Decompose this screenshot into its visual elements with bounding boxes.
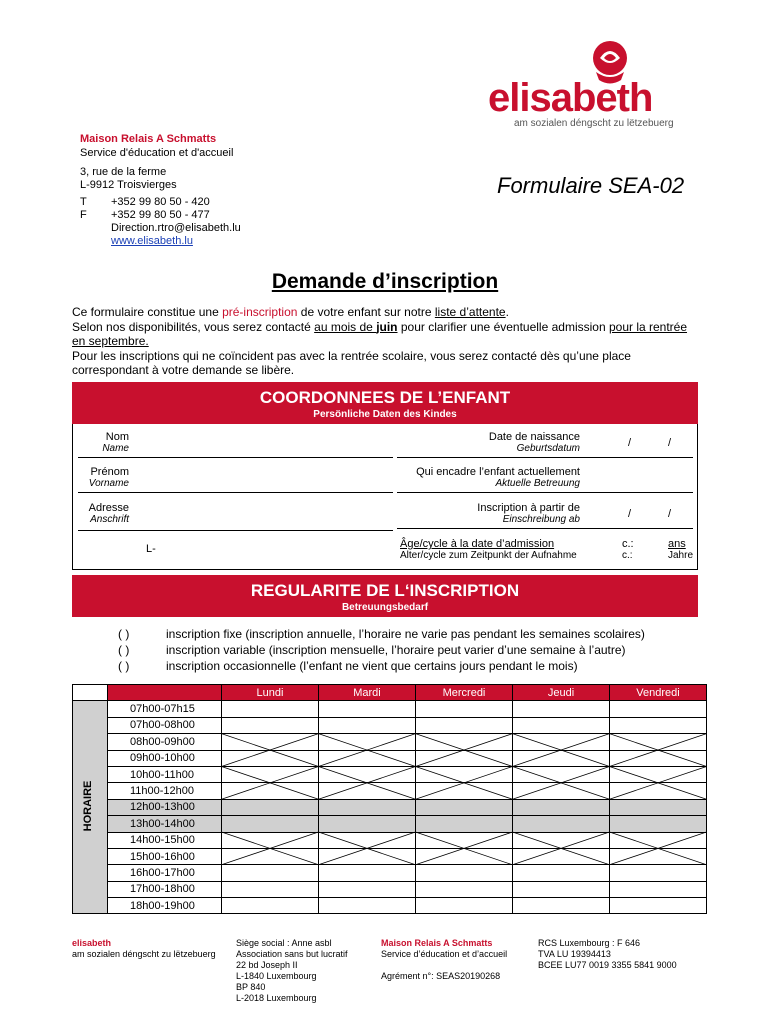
schedule-cell[interactable] [610, 701, 707, 717]
tel-label: T [80, 196, 87, 208]
time-slot-label: 15h00-16h00 [108, 848, 222, 864]
schedule-cell[interactable] [222, 865, 319, 881]
time-slot-label: 07h00-07h15 [108, 701, 222, 717]
time-slot-label: 17h00-18h00 [108, 881, 222, 897]
schedule-cell[interactable] [513, 701, 610, 717]
page-title: Demande d’inscription [271, 270, 499, 293]
time-slot-label: 18h00-19h00 [108, 898, 222, 914]
schedule-cell[interactable] [416, 881, 513, 897]
schedule-cell[interactable] [513, 750, 610, 766]
schedule-cell[interactable] [513, 816, 610, 832]
day-header: Mercredi [416, 685, 513, 701]
day-header: Jeudi [513, 685, 610, 701]
schedule-cell[interactable] [222, 848, 319, 864]
schedule-cell[interactable] [513, 898, 610, 914]
time-slot-label: 13h00-14h00 [108, 816, 222, 832]
schedule-cell[interactable] [222, 881, 319, 897]
fax-label: F [80, 209, 87, 221]
schedule-cell[interactable] [319, 865, 416, 881]
start-slash-2: / [668, 508, 672, 520]
schedule-cell[interactable] [416, 848, 513, 864]
schedule-cell[interactable] [610, 865, 707, 881]
day-header: Lundi [222, 685, 319, 701]
schedule-cell[interactable] [416, 799, 513, 815]
schedule-cell[interactable] [222, 750, 319, 766]
schedule-cell[interactable] [319, 766, 416, 782]
schedule-cell[interactable] [416, 898, 513, 914]
schedule-cell[interactable] [513, 848, 610, 864]
sender-tel: +352 99 80 50 - 420 [111, 196, 210, 208]
schedule-cell[interactable] [319, 701, 416, 717]
schedule-cell[interactable] [513, 881, 610, 897]
schedule-cell[interactable] [610, 783, 707, 799]
schedule-cell[interactable] [222, 766, 319, 782]
schedule-table [72, 684, 707, 914]
schedule-cell[interactable] [222, 783, 319, 799]
schedule-row [73, 799, 707, 815]
schedule-cell[interactable] [319, 750, 416, 766]
schedule-cell[interactable] [319, 734, 416, 750]
schedule-cell[interactable] [610, 832, 707, 848]
schedule-cell[interactable] [513, 832, 610, 848]
schedule-cell[interactable] [222, 898, 319, 914]
sender-web-link[interactable]: www.elisabeth.lu [111, 235, 193, 247]
ans-label: ans Jahre [668, 538, 694, 561]
schedule-cell[interactable] [319, 717, 416, 733]
address-label: Adresse Anschrift [88, 502, 129, 525]
schedule-row [73, 881, 707, 897]
section-title: COORDONNEES DE L’ENFANT [259, 388, 511, 407]
schedule-cell[interactable] [319, 898, 416, 914]
care-label: Qui encadre l’enfant actuellement Aktuelle Betreuung [416, 466, 580, 489]
footer-col-1: elisabeth am sozialen déngscht zu lëtzebuerg [72, 938, 216, 959]
schedule-cell[interactable] [416, 766, 513, 782]
schedule-cell[interactable] [319, 783, 416, 799]
schedule-row [73, 766, 707, 782]
intro-p3: Pour les inscriptions qui ne coïncident pas avec la rentrée scolaire, vous serez contacté dès qu’une place correspondant à votre demande se libère. [72, 348, 631, 377]
schedule-cell[interactable] [416, 865, 513, 881]
schedule-cell[interactable] [610, 766, 707, 782]
form-id: Formulaire SEA-02 [497, 173, 685, 198]
section-header-child [72, 382, 698, 424]
schedule-cell[interactable] [416, 717, 513, 733]
time-slot-label: 07h00-08h00 [108, 717, 222, 733]
schedule-row [73, 898, 707, 914]
schedule-cell[interactable] [513, 783, 610, 799]
sender-fax: +352 99 80 50 - 477 [111, 209, 210, 221]
time-slot-label: 08h00-09h00 [108, 734, 222, 750]
grid-corner-time [108, 685, 222, 701]
schedule-row [73, 848, 707, 864]
schedule-cell[interactable] [319, 799, 416, 815]
footer-col-3: Maison Relais A Schmatts Service d’éducation et d’accueil Agrément n°: SEAS20190268 [381, 938, 508, 981]
schedule-cell[interactable] [222, 799, 319, 815]
section-title: REGULARITE DE L‘INSCRIPTION [250, 581, 520, 600]
schedule-row [73, 783, 707, 799]
time-slot-label: 09h00-10h00 [108, 750, 222, 766]
schedule-row [73, 816, 707, 832]
schedule-row [73, 701, 707, 717]
start-field[interactable] [397, 528, 693, 529]
sender-email[interactable]: Direction.rtro@elisabeth.lu [111, 222, 241, 234]
option-variable[interactable]: ( ) inscription variable (inscription mensuelle, l’horaire peut varier d’une semaine à l’autre) [118, 643, 626, 657]
grid-corner [73, 685, 108, 701]
time-slot-label: 14h00-15h00 [108, 832, 222, 848]
option-fixed[interactable]: ( ) inscription fixe (inscription annuelle, l’horaire ne varie pas pendant les semaines scolaires) [118, 627, 645, 641]
schedule-cell[interactable] [610, 881, 707, 897]
schedule-cell[interactable] [416, 750, 513, 766]
logo-wordmark: elisabeth [488, 76, 653, 120]
schedule-cell[interactable] [319, 832, 416, 848]
schedule-cell[interactable] [416, 783, 513, 799]
name-label: Nom Name [102, 431, 129, 454]
schedule-cell[interactable] [222, 717, 319, 733]
age-label: Âge/cycle à la date d’admission Alter/cycle zum Zeitpunkt der Aufnahme [400, 538, 577, 561]
section-subtitle: Persönliche Daten des Kindes [313, 409, 457, 420]
schedule-cell[interactable] [319, 816, 416, 832]
option-occasional[interactable]: ( ) inscription occasionnelle (l’enfant ne vient que certains jours pendant le mois) [118, 659, 578, 673]
time-slot-label: 10h00-11h00 [108, 766, 222, 782]
schedule-cell[interactable] [416, 701, 513, 717]
sender-org: Maison Relais A Schmatts [80, 133, 217, 145]
logo [488, 38, 703, 133]
schedule-cell[interactable] [416, 816, 513, 832]
sender-street: 3, rue de la ferme [80, 166, 167, 178]
schedule-row [73, 832, 707, 848]
time-slot-label: 11h00-12h00 [108, 783, 222, 799]
schedule-cell[interactable] [222, 701, 319, 717]
schedule-cell[interactable] [513, 799, 610, 815]
section-header-regularity [72, 575, 698, 617]
horaire-label: HORAIRE [82, 780, 94, 832]
firstname-field[interactable] [78, 492, 393, 493]
intro-text [72, 305, 702, 378]
schedule-cell[interactable] [222, 832, 319, 848]
schedule-cell[interactable] [222, 734, 319, 750]
schedule-row [73, 750, 707, 766]
schedule-cell[interactable] [610, 799, 707, 815]
footer-col-2: Siège social : Anne asbl Association sans but lucratif 22 bd Joseph II L-1840 Luxembourg BP 840 L-2018 Luxembourg [236, 938, 348, 1003]
schedule-cell[interactable] [513, 734, 610, 750]
section-subtitle: Betreuungsbedarf [341, 602, 429, 613]
schedule-cell[interactable] [610, 734, 707, 750]
name-field[interactable] [78, 457, 393, 458]
intro-p2: Selon nos disponibilités, vous serez contacté au mois de juin pour clarifier une éventuelle admission pour la rentrée en septembre. [72, 319, 688, 348]
day-header: Vendredi [610, 685, 707, 701]
schedule-cell[interactable] [610, 898, 707, 914]
start-label: Inscription à partir de Einschreibung ab [477, 502, 580, 525]
schedule-cell[interactable] [610, 750, 707, 766]
schedule-cell[interactable] [319, 881, 416, 897]
firstname-label: Prénom Vorname [88, 466, 129, 489]
schedule-cell[interactable] [513, 717, 610, 733]
regularity-options [118, 626, 645, 674]
footer-col-4: RCS Luxembourg : F 646 TVA LU 19394413 BCEE LU77 0019 3355 5841 9000 [538, 938, 677, 970]
logo-tagline: am sozialen déngscht zu lëtzebuerg [514, 118, 674, 129]
sender-city: L-9912 Troisvierges [80, 179, 177, 191]
care-field[interactable] [397, 492, 693, 493]
cycle-label: c.: c.: [622, 538, 634, 561]
dob-label: Date de naissance Geburtsdatum [488, 431, 580, 454]
time-slot-label: 16h00-17h00 [108, 865, 222, 881]
intro-p1: Ce formulaire constitue une pré-inscription de votre enfant sur notre liste d’attente. [72, 305, 509, 319]
schedule-cell[interactable] [513, 766, 610, 782]
schedule-cell[interactable] [222, 816, 319, 832]
schedule-cell[interactable] [513, 865, 610, 881]
start-slash-1: / [628, 508, 632, 520]
schedule-cell[interactable] [416, 832, 513, 848]
schedule-cell[interactable] [610, 816, 707, 832]
schedule-cell[interactable] [610, 717, 707, 733]
schedule-cell[interactable] [610, 848, 707, 864]
dob-slash-1: / [628, 437, 632, 449]
schedule-row [73, 734, 707, 750]
schedule-cell[interactable] [416, 734, 513, 750]
time-slot-label: 12h00-13h00 [108, 799, 222, 815]
dob-slash-2: / [668, 437, 672, 449]
country-prefix: L- [146, 543, 156, 555]
day-header: Mardi [319, 685, 416, 701]
dob-field[interactable] [397, 457, 693, 458]
schedule-row [73, 865, 707, 881]
sender-service: Service d'éducation et d'accueil [80, 147, 234, 159]
schedule-cell[interactable] [319, 848, 416, 864]
address-field[interactable] [78, 530, 393, 531]
schedule-row [73, 717, 707, 733]
